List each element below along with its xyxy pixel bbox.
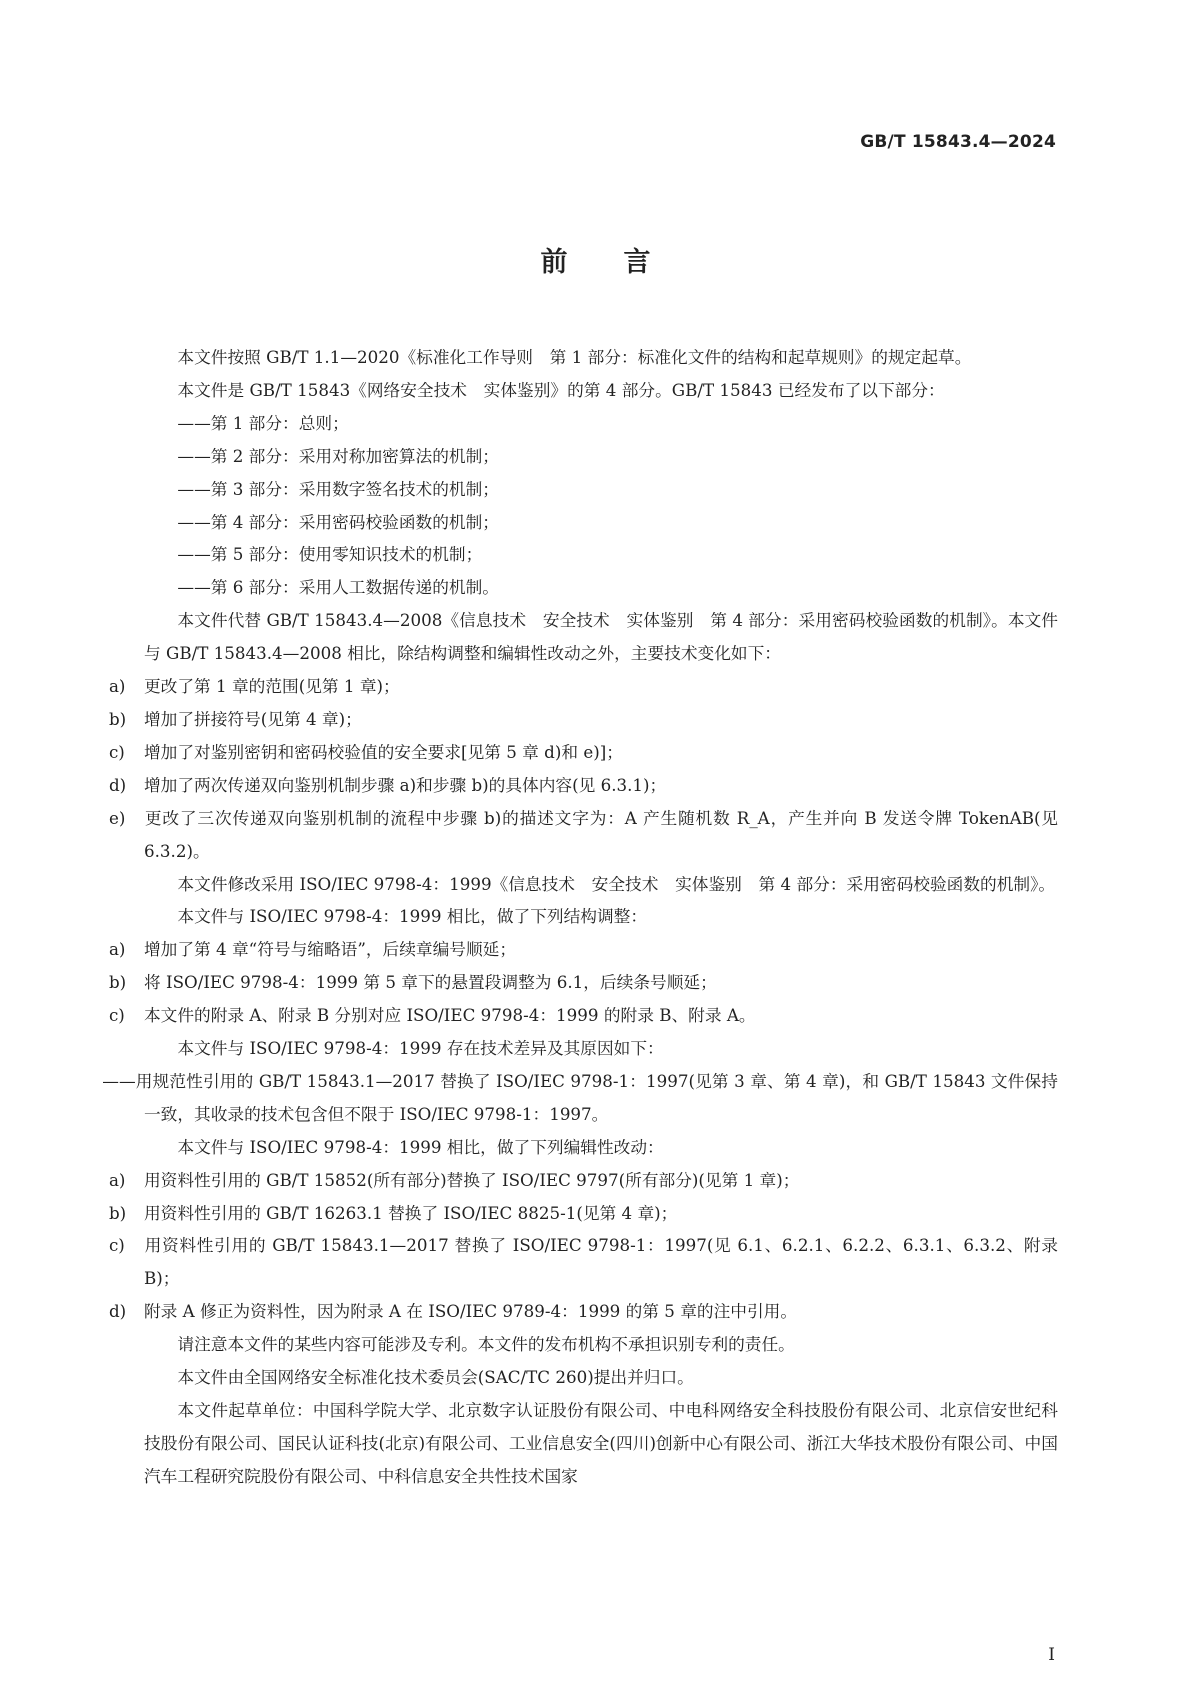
list-marker: d) <box>108 774 127 795</box>
proposed-by-paragraph: 本文件由全国网络安全标准化技术委员会(SAC/TC 260)提出并归口。 <box>177 1367 694 1388</box>
list-marker: a) <box>108 939 126 960</box>
list-item-text: 附录 A 修正为资料性，因为附录 A 在 ISO/IEC 9789-4：1999 的第 5 章的注中引用。 <box>144 1301 798 1322</box>
part-list-item: ——第 6 部分：采用人工数据传递的机制。 <box>177 577 499 598</box>
editorial-change-item <box>108 1295 1058 1328</box>
list-item-text: 更改了第 1 章的范围(见第 1 章)； <box>144 676 400 697</box>
editorial-change-item <box>108 1164 1058 1197</box>
part-of-paragraph: 本文件是 GB/T 15843《网络安全技术 实体鉴别》的第 4 部分。GB/T 15843 已经发布了以下部分： <box>177 379 945 400</box>
editorial-change-item <box>108 1197 1058 1230</box>
list-marker: a) <box>108 1169 126 1190</box>
list-item-text: 用资料性引用的 GB/T 15843.1—2017 替换了 ISO/IEC 9798-1：1997(见 6.1、6.2.1、6.2.2、6.3.1、6.3.2、附录 B)； <box>144 1235 1058 1289</box>
list-item-text: 增加了对鉴别密钥和密码校验值的安全要求[见第 5 章 d)和 e)]； <box>144 741 623 762</box>
list-marker: b) <box>108 1202 127 1223</box>
list-item-text: 本文件的附录 A、附录 B 分别对应 ISO/IEC 9798-4：1999 的附录 B、附录 A。 <box>144 1005 756 1026</box>
structure-change-item <box>108 999 1058 1032</box>
part-list-item: ——第 3 部分：采用数字签名技术的机制； <box>177 478 499 499</box>
tech-change-item <box>108 703 1058 736</box>
editorial-change-item <box>108 1229 1058 1295</box>
list-marker: a) <box>108 676 126 697</box>
list-marker: e) <box>108 807 126 828</box>
list-item-text: 用资料性引用的 GB/T 15852(所有部分)替换了 ISO/IEC 9797(所有部分)(见第 1 章)； <box>144 1169 800 1190</box>
part-list-item: ——第 4 部分：采用密码校验函数的机制； <box>177 511 499 532</box>
document-body <box>102 341 1058 1493</box>
tech-change-item <box>108 769 1058 802</box>
drafters-paragraph: 本文件起草单位：中国科学院大学、北京数字认证股份有限公司、中电科网络安全科技股份有限公司、北京信安世纪科技股份有限公司、国民认证科技(北京)有限公司、工业信息安全(四川)创新中心有限公司、浙江大华技术股份有限公司、中国汽车工程研究院股份有限公司、中科信息安全共性技术国家 <box>144 1400 1058 1486</box>
standard-number: GB/T 15843.4—2024 <box>860 132 1056 152</box>
tech-change-item <box>108 736 1058 769</box>
list-item-text: 增加了第 4 章“符号与缩略语”，后续章编号顺延； <box>144 939 517 960</box>
part-list-item: ——第 2 部分：采用对称加密算法的机制； <box>177 445 499 466</box>
list-item-text: 更改了三次传递双向鉴别机制的流程中步骤 b)的描述文字为：A 产生随机数 R_A，产生并向 B 发送令牌 TokenAB(见 6.3.2)。 <box>144 807 1058 861</box>
list-item-text: 将 ISO/IEC 9798-4：1999 第 5 章下的悬置段调整为 6.1，后续条号顺延； <box>144 972 717 993</box>
patent-notice-paragraph: 请注意本文件的某些内容可能涉及专利。本文件的发布机构不承担识别专利的责任。 <box>177 1334 795 1355</box>
part-list-item: ——第 1 部分：总则； <box>177 412 349 433</box>
tech-diff-intro-paragraph: 本文件与 ISO/IEC 9798-4：1999 存在技术差异及其原因如下： <box>177 1038 664 1059</box>
tech-change-item <box>108 802 1058 868</box>
list-marker: c) <box>108 1005 125 1026</box>
list-item-text: 增加了拼接符号(见第 4 章)； <box>144 708 362 729</box>
list-marker: c) <box>108 741 125 762</box>
structure-change-item <box>108 933 1058 966</box>
list-marker: d) <box>108 1301 127 1322</box>
structure-intro-paragraph: 本文件与 ISO/IEC 9798-4：1999 相比，做了下列结构调整： <box>177 906 648 927</box>
page-number: I <box>1048 1645 1055 1665</box>
list-marker: b) <box>108 708 127 729</box>
replaces-paragraph: 本文件代替 GB/T 15843.4—2008《信息技术 安全技术 实体鉴别 第 4 部分：采用密码校验函数的机制》。本文件与 GB/T 15843.4—2008 相比，除结构调整和编辑性改动之外，主要技术变化如下： <box>144 610 1058 664</box>
list-marker: b) <box>108 972 127 993</box>
part-list-item: ——第 5 部分：使用零知识技术的机制； <box>177 544 483 565</box>
tech-diff-item: ——用规范性引用的 GB/T 15843.1—2017 替换了 ISO/IEC 9798-1：1997(见第 3 章、第 4 章)，和 GB/T 15843 文件保持一致，其收录的技术包含但不限于 ISO/IEC 9798-1：1997。 <box>102 1070 1058 1124</box>
editorial-intro-paragraph: 本文件与 ISO/IEC 9798-4：1999 相比，做了下列编辑性改动： <box>177 1136 664 1157</box>
modified-adoption-paragraph: 本文件修改采用 ISO/IEC 9798-4：1999《信息技术 安全技术 实体鉴别 第 4 部分：采用密码校验函数的机制》。 <box>177 873 1056 894</box>
page-title: 前言 <box>540 247 707 278</box>
drafting-rule-paragraph: 本文件按照 GB/T 1.1—2020《标准化工作导则 第 1 部分：标准化文件的结构和起草规则》的规定起草。 <box>177 347 972 367</box>
list-item-text: 增加了两次传递双向鉴别机制步骤 a)和步骤 b)的具体内容(见 6.3.1)； <box>144 774 667 795</box>
list-item-text: 用资料性引用的 GB/T 16263.1 替换了 ISO/IEC 8825-1(见第 4 章)； <box>144 1202 678 1223</box>
structure-change-item <box>108 966 1058 999</box>
list-marker: c) <box>108 1235 125 1256</box>
tech-change-item <box>108 670 1058 703</box>
